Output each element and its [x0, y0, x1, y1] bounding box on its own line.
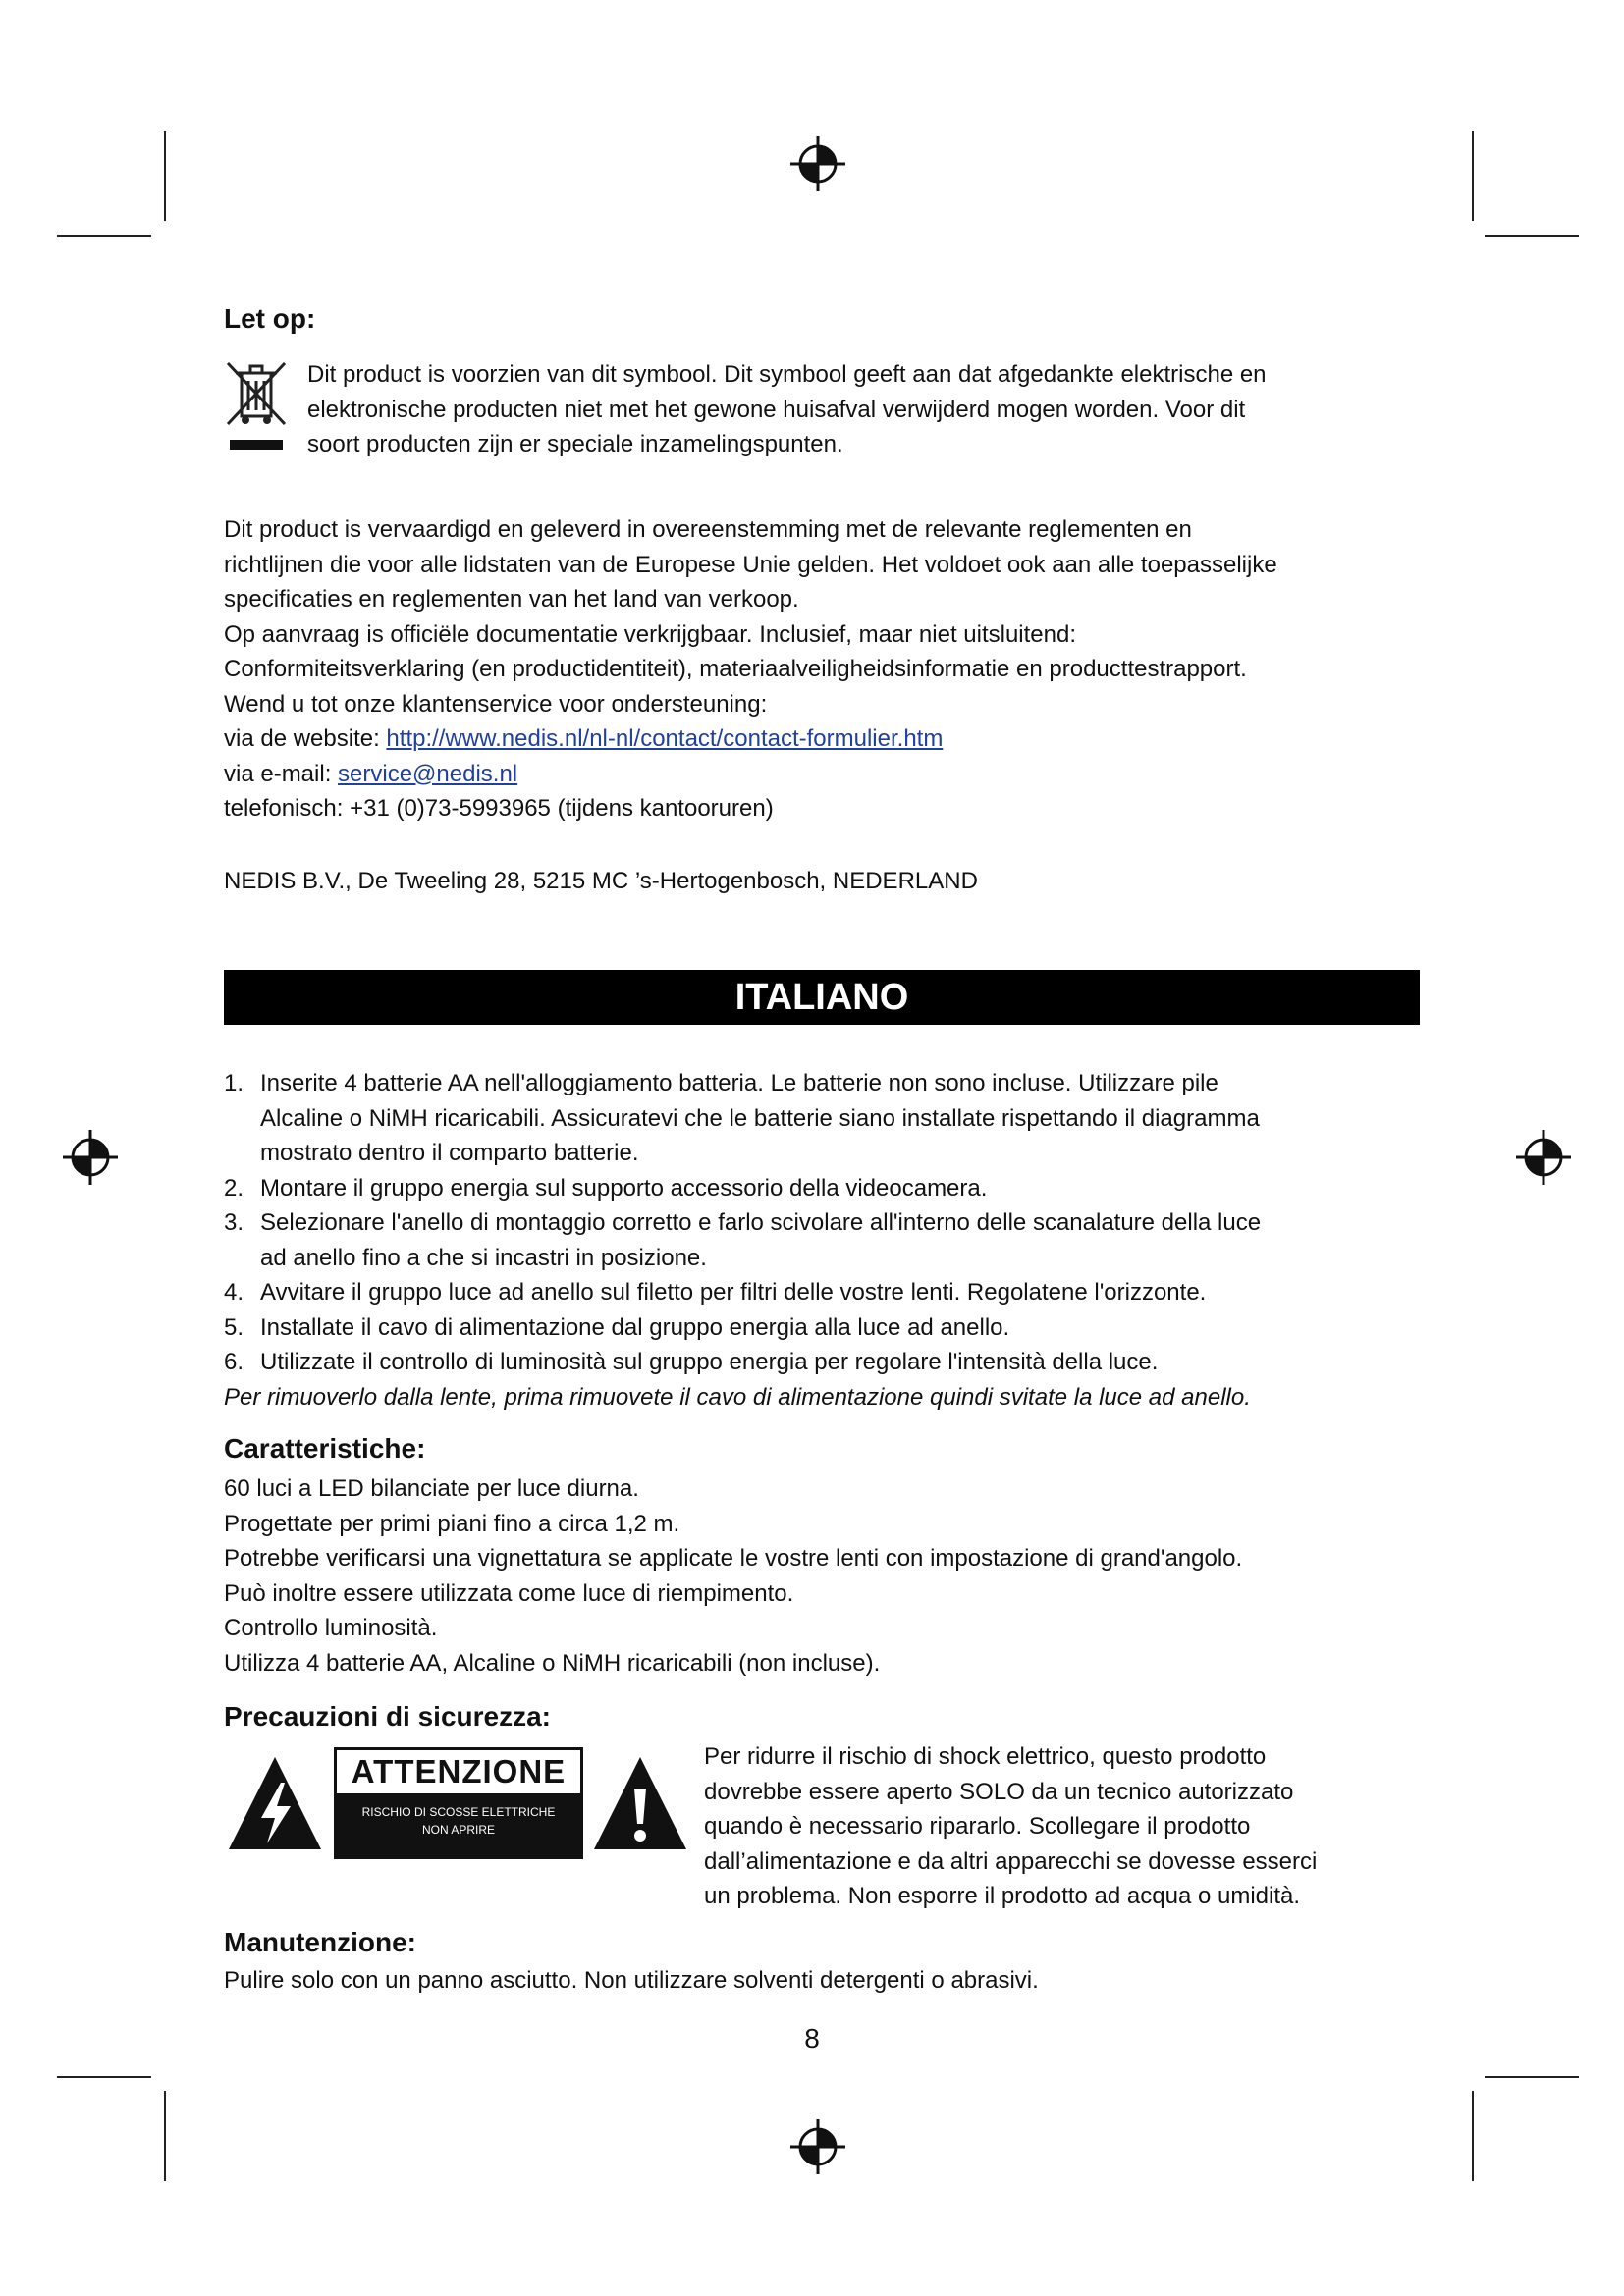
- safety-line: dovrebbe essere aperto SOLO da un tecnico autorizzato: [704, 1778, 1294, 1805]
- crop-mark-bottom-left-v: [164, 2091, 166, 2181]
- dutch-heading: Let op:: [224, 303, 316, 334]
- feature-item: Utilizza 4 batterie AA, Alcaline o NiMH ricaricabili (non incluse).: [224, 1649, 881, 1677]
- step-item: [224, 1205, 1420, 1275]
- safety-line: dall’alimentazione e da altri apparecchi se dovesse esserci: [704, 1847, 1318, 1875]
- step-item: [224, 1310, 1420, 1346]
- removal-note: Per rimuoverlo dalla lente, prima rimuovete il cavo di alimentazione quindi svitate la luce ad anello.: [224, 1383, 1251, 1411]
- conformity-line: Op aanvraag is officiële documentatie verkrijgbaar. Inclusief, maar niet uitsluitend:: [224, 620, 1077, 648]
- website-label: via de website:: [224, 725, 387, 752]
- attenzione-label: [334, 1747, 583, 1859]
- website-row: [224, 721, 1417, 757]
- weee-line: Dit product is voorzien van dit symbool. Dit symbool geeft aan dat afgedankte elektrische en: [307, 361, 1267, 388]
- email-row: [224, 757, 1417, 792]
- step-line: ad anello fino a che si incastri in posizione.: [260, 1244, 707, 1271]
- conformity-line: Dit product is vervaardigd en geleverd in overeenstemming met de relevante reglementen en: [224, 516, 1192, 543]
- crop-mark-bottom-right-v: [1472, 2091, 1474, 2181]
- weee-text: [307, 357, 1417, 462]
- company-address: NEDIS B.V., De Tweeling 28, 5215 MC ’s-Hertogenbosch, NEDERLAND: [224, 868, 978, 894]
- safety-text: [704, 1739, 1421, 1914]
- step-line: Utilizzate il controllo di luminosità sul gruppo energia per regolare l'intensità della luce.: [260, 1349, 1159, 1375]
- conformity-line: Wend u tot onze klantenservice voor ondersteuning:: [224, 690, 768, 718]
- step-item: [224, 1066, 1420, 1171]
- registration-mark-top-icon: [788, 134, 847, 193]
- conformity-line: Conformiteitsverklaring (en productidentiteit), materiaalveiligheidsinformatie en producttestrapport.: [224, 656, 1247, 682]
- safety-line: quando è necessario ripararlo. Scollegare il prodotto: [704, 1813, 1251, 1840]
- weee-line: elektronische producten niet met het gewone huisafval verwijderd mogen worden. Voor dit: [307, 396, 1246, 423]
- crop-mark-top-left-h: [57, 235, 151, 237]
- step-line: Montare il gruppo energia sul supporto accessorio della videocamera.: [260, 1174, 988, 1201]
- step-line: Installate il cavo di alimentazione dal gruppo energia alla luce ad anello.: [260, 1313, 1010, 1341]
- conformity-line: specificaties en reglementen van het land van verkoop.: [224, 586, 799, 613]
- step-item: [224, 1171, 1420, 1206]
- safety-block: [224, 1739, 1420, 1916]
- safety-line: Per ridurre il rischio di shock elettrico, questo prodotto: [704, 1743, 1267, 1770]
- safety-heading: Precauzioni di sicurezza:: [224, 1701, 551, 1732]
- feature-item: Progettate per primi piani fino a circa 1,2 m.: [224, 1510, 680, 1537]
- email-label: via e-mail:: [224, 760, 339, 787]
- crop-mark-top-left-v: [164, 131, 166, 221]
- step-number: 3.: [224, 1209, 244, 1236]
- step-number: 4.: [224, 1279, 244, 1306]
- crop-mark-top-right-h: [1485, 235, 1579, 237]
- conformity-section: [224, 512, 1417, 827]
- maintenance-heading: Manutenzione:: [224, 1927, 416, 1957]
- step-number: 5.: [224, 1313, 244, 1341]
- steps-list: [224, 1066, 1420, 1380]
- step-line: mostrato dentro il comparto batterie.: [260, 1140, 639, 1166]
- features-list: [224, 1471, 1417, 1681]
- attenzione-line: RISCHIO DI SCOSSE ELETTRICHE: [361, 1805, 556, 1819]
- section-banner-italiano: ITALIANO: [224, 970, 1420, 1025]
- maintenance-text: Pulire solo con un panno asciutto. Non utilizzare solventi detergenti o abrasivi.: [224, 1967, 1039, 1994]
- step-item: [224, 1275, 1420, 1310]
- feature-item: 60 luci a LED bilanciate per luce diurna.: [224, 1475, 639, 1502]
- weee-line: soort producten zijn er speciale inzamelingspunten.: [307, 431, 843, 457]
- weee-crossed-bin-icon: [224, 359, 289, 454]
- crop-mark-bottom-right-h: [1485, 2076, 1579, 2078]
- crop-mark-top-right-v: [1472, 131, 1474, 221]
- steps-block: [224, 1066, 1420, 1415]
- attenzione-line: NON APRIRE: [421, 1823, 495, 1837]
- step-number: 1.: [224, 1070, 244, 1096]
- electric-shock-warning-icon: [226, 1753, 324, 1853]
- registration-mark-right-icon: [1514, 1128, 1573, 1187]
- phone-line: telefonisch: +31 (0)73-5993965 (tijdens kantooruren): [224, 795, 774, 822]
- step-line: Alcaline o NiMH ricaricabili. Assicuratevi che le batterie siano installate rispettando il diagramma: [260, 1104, 1260, 1132]
- exclamation-warning-icon: [591, 1753, 689, 1853]
- conformity-line: richtlijnen die voor alle lidstaten van de Europese Unie gelden. Het voldoet ook aan alle toepasselijke: [224, 551, 1277, 578]
- feature-item: Controllo luminosità.: [224, 1615, 438, 1641]
- website-link[interactable]: http://www.nedis.nl/nl-nl/contact/contact-formulier.htm: [386, 725, 944, 752]
- step-line: Avvitare il gruppo luce ad anello sul filetto per filtri delle vostre lenti. Regolatene l'orizzonte.: [260, 1279, 1207, 1306]
- registration-mark-left-icon: [61, 1128, 120, 1187]
- feature-item: Potrebbe verificarsi una vignettatura se applicate le vostre lenti con impostazione di grand'angolo.: [224, 1545, 1243, 1572]
- safety-line: un problema. Non esporre il prodotto ad acqua o umidità.: [704, 1883, 1301, 1909]
- features-heading: Caratteristiche:: [224, 1433, 426, 1464]
- attenzione-title: ATTENZIONE: [337, 1750, 580, 1793]
- step-line: Selezionare l'anello di montaggio corretto e farlo scivolare all'interno delle scanalature della luce: [260, 1209, 1262, 1236]
- feature-item: Può inoltre essere utilizzata come luce di riempimento.: [224, 1579, 794, 1607]
- step-number: 2.: [224, 1174, 244, 1201]
- step-number: 6.: [224, 1349, 244, 1375]
- page-number: 8: [804, 2023, 820, 2054]
- crop-mark-bottom-left-h: [57, 2076, 151, 2078]
- registration-mark-bottom-icon: [788, 2117, 847, 2176]
- step-item: [224, 1345, 1420, 1380]
- step-line: Inserite 4 batterie AA nell'alloggiamento batteria. Le batterie non sono incluse. Utilizzare pile: [260, 1070, 1218, 1096]
- email-link[interactable]: service@nedis.nl: [338, 760, 518, 787]
